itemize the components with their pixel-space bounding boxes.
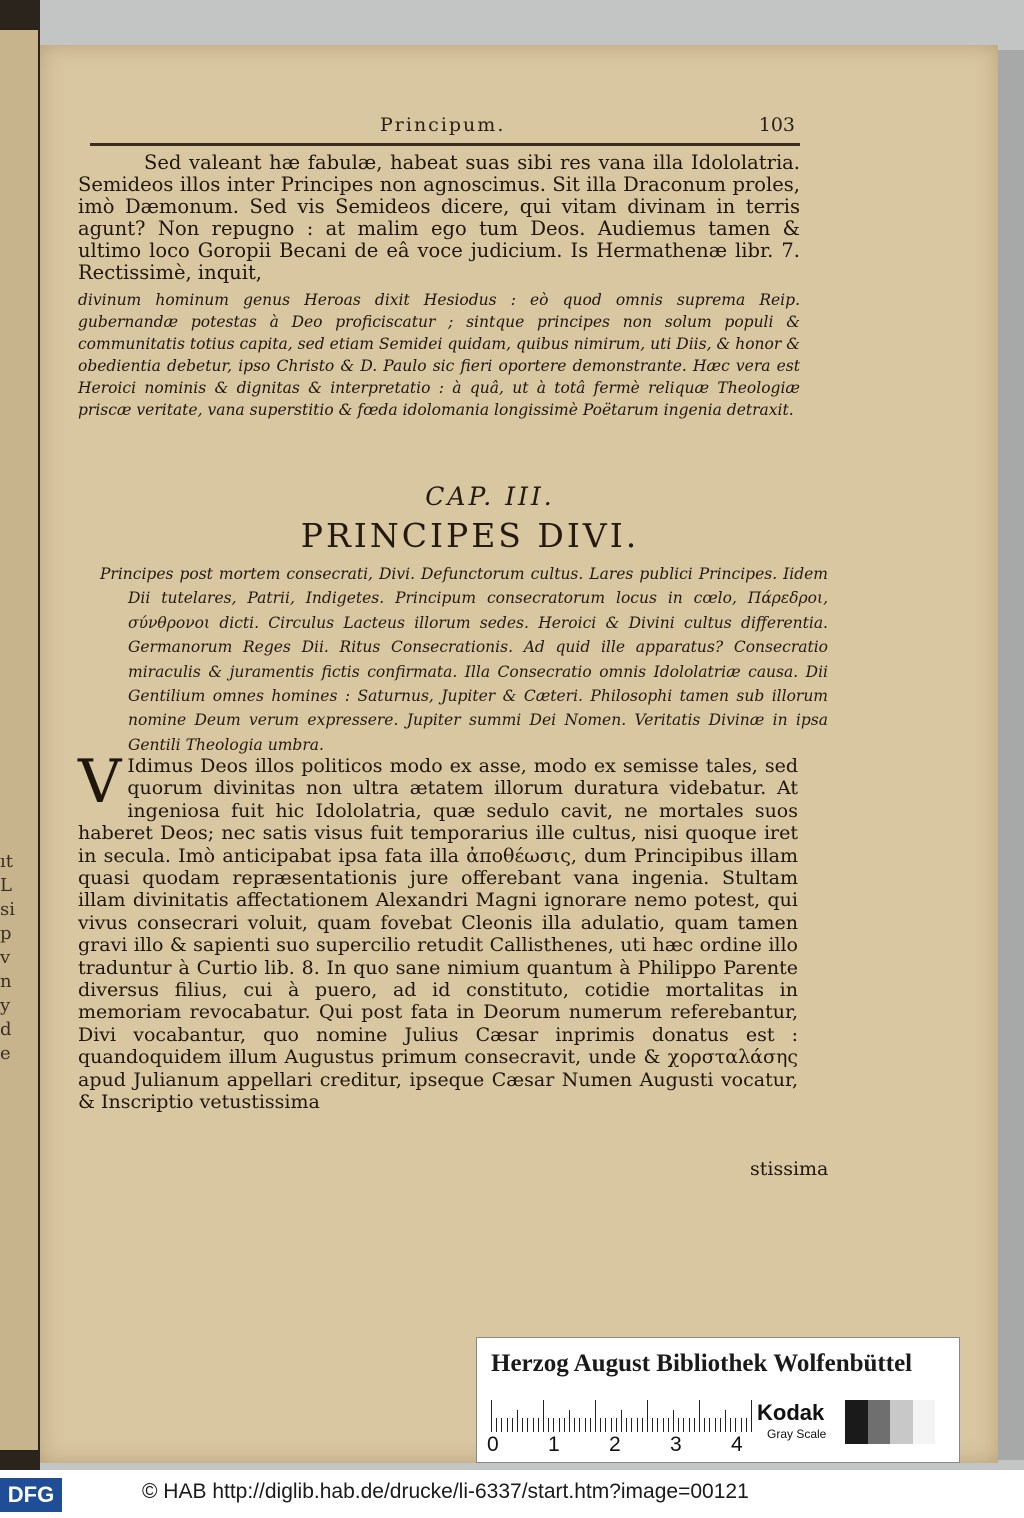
ruler-tick [621, 1410, 622, 1432]
ruler-tick [595, 1400, 596, 1432]
ruler-tick [616, 1418, 617, 1432]
ruler-tick [507, 1418, 508, 1432]
ruler-tick [637, 1418, 638, 1432]
color-calibration-bar [476, 1337, 960, 1463]
ruler-tick [709, 1418, 710, 1432]
ruler-tick [574, 1418, 575, 1432]
previous-page-text: ıt L si p v n y d e [0, 851, 15, 1064]
ruler-number: 2 [609, 1433, 621, 1456]
ruler-tick [741, 1418, 742, 1432]
footer [0, 1470, 1024, 1518]
ruler-tick [647, 1400, 648, 1432]
chapter-title: PRINCIPES DIVI. [300, 516, 640, 555]
main-text [78, 747, 798, 1114]
institution-name: Herzog August Bibliothek Wolfenbüttel [491, 1350, 913, 1377]
ruler-tick [751, 1400, 752, 1432]
ruler-tick [725, 1410, 726, 1432]
chapter-label: CAP. III. [425, 482, 555, 511]
ruler-tick [699, 1400, 700, 1432]
kodak-brand: Kodak [757, 1400, 825, 1425]
ruler-number: 0 [487, 1433, 499, 1456]
ruler-tick [652, 1418, 653, 1432]
running-head [90, 112, 795, 142]
ruler-tick [585, 1418, 586, 1432]
ruler-tick [668, 1418, 669, 1432]
gray-patch [845, 1400, 868, 1444]
ruler-tick [512, 1418, 513, 1432]
ruler-number: 1 [548, 1433, 560, 1456]
ruler-tick [631, 1418, 632, 1432]
ruler-tick [579, 1418, 580, 1432]
gray-patch [913, 1400, 936, 1444]
ruler [491, 1400, 751, 1432]
gray-patches [845, 1400, 935, 1444]
ruler-tick [491, 1400, 492, 1432]
gray-patch [890, 1400, 913, 1444]
ruler-tick [553, 1418, 554, 1432]
ruler-tick [600, 1418, 601, 1432]
copyright-link[interactable]: © HAB http://diglib.hab.de/drucke/li-6337/start.htm?image=00121 [142, 1480, 749, 1503]
catchword: stissima [750, 1158, 829, 1180]
page-number: 103 [758, 114, 795, 136]
ruler-tick [735, 1418, 736, 1432]
ruler-tick [694, 1418, 695, 1432]
paragraph-1: Sed valeant hæ fabulæ, habeat suas sibi res vana illa Idololatria. Semideos illos inter Principes non agnoscimus. Sit illa Draconum proles, imò Dæmonum. Sed vis Semideos dicere, qui vitam divinam in terris agunt? Non repugno : at malim ego tum Deos. Audiemus tamen & ultimo loco Goropii Becani de eâ voce judicium. Is Hermathenæ libr. 7. Rectissimè, inquit, [78, 151, 800, 285]
ruler-tick [543, 1400, 544, 1432]
ruler-tick [548, 1418, 549, 1432]
ruler-tick [564, 1418, 565, 1432]
page-shadow [998, 50, 1024, 1460]
main-text-body: Idimus Deos illos politicos modo ex asse, modo ex semisse tales, sed quorum divinitas non ultra ætatem illorum duratura videbatur. At ingeniosa fuit hic Idololatria, quæ sedulo cavit, ne mortales suos haberet Deos; nec satis visus fuit temporarius ille cultus, nisi quoque iret in secula. Imò anticipabat ipsa fata illa ἀποθέωσις, dum Principibus illam quasi quodam repræsentationis jure offerebant vana ingenia. Stultam illam divinitatis affectationem Alexandri Magni ignorare nemo potest, qui vivus consecrari voluit, quam fovebat Cleonis illa adulatio, quam tamen gravi illo & sapienti suo supercilio retudit Callisthenes, uti hæc ordine illo traduntur à Curtio lib. 8. In quo sane nimium quantum à Philippo Parente diversus filius, cui à puero, ad id constituto, cotidie mortalitas in memoriam revocabatur. Qui post fata in Deorum numerum referebantur, Divi vocabantur, quo nomine Julius Cæsar inprimis donatus est : quandoquidem illum Augustus primum consecravit, unde & χορσταλάσης apud Julianum appellari creditur, ipseque Cæsar Numen Augusti vocatur, & Inscriptio vetustissima [78, 755, 798, 1114]
ruler-tick [678, 1418, 679, 1432]
ruler-tick [673, 1410, 674, 1432]
ruler-tick [657, 1418, 658, 1432]
ruler-tick [704, 1418, 705, 1432]
ruler-tick [559, 1418, 560, 1432]
ruler-tick [642, 1418, 643, 1432]
ruler-tick [605, 1418, 606, 1432]
ruler-tick [746, 1418, 747, 1432]
ruler-number: 4 [731, 1433, 743, 1456]
ruler-tick [689, 1418, 690, 1432]
previous-page-edge [0, 30, 38, 1450]
ruler-tick [496, 1418, 497, 1432]
drop-cap: V [78, 747, 122, 817]
ruler-tick [626, 1418, 627, 1432]
dfg-logo: DFG [0, 1478, 62, 1512]
ruler-tick [569, 1410, 570, 1432]
header-rule [90, 143, 800, 146]
ruler-tick [533, 1418, 534, 1432]
paragraph-1-quotation: divinum hominum genus Heroas dixit Hesiodus : eò quod omnis suprema Reip. gubernandæ potestas à Deo proficiscatur ; sintque principes non solum populi & communitatis totius capita, sed etiam Semidei quidam, quibus nimirum, uti Diis, & honor & obedientia debetur, ipso Christo & D. Paulo sic fieri oportere demonstrante. Hæc vera est Heroici nominis & dignitas & interpretatio : à quâ, ut à totâ fermè reliquæ Theologiæ priscæ veritate, vana superstitio & fœda idolomania longissimè Poëtarum ingenia detraxit. [78, 291, 800, 420]
ruler-tick [590, 1418, 591, 1432]
ruler-tick [730, 1418, 731, 1432]
ruler-numbers [487, 1433, 757, 1457]
ruler-tick [501, 1418, 502, 1432]
ruler-tick [715, 1418, 716, 1432]
chapter-summary: Principes post mortem consecrati, Divi. Defunctorum cultus. Lares publici Principes. Iidem Dii tutelares, Patrii, Indigetes. Principum consecratorum locus in cœlo, Πάρεδροι, σύνθρονοι dicti. Circulus Lacteus illorum sedes. Heroici & Divini cultus differentia. Germanorum Reges Dii. Ritus Consecrationis. Ad quid ille apparatus? Consecratio miraculis & juramentis fictis confirmata. Illa Consecratio omnis Idololatriæ causa. Dii Gentilium omnes homines : Saturnus, Jupiter & Cæteri. Philosophi tamen sub illorum nomine Deum verum expressere. Jupiter summi Dei Nomen. Veritatis Divinæ in ipsa Gentili Theologia umbra. [100, 565, 828, 754]
ruler-tick [683, 1418, 684, 1432]
ruler-tick [522, 1418, 523, 1432]
running-title: Principum. [380, 114, 506, 136]
ruler-tick [611, 1418, 612, 1432]
ruler-tick [663, 1418, 664, 1432]
ruler-tick [517, 1410, 518, 1432]
ruler-number: 3 [670, 1433, 682, 1456]
gray-patch [868, 1400, 891, 1444]
ruler-tick [538, 1418, 539, 1432]
ruler-tick [527, 1418, 528, 1432]
gray-scale-label: Gray Scale [767, 1427, 827, 1441]
ruler-tick [720, 1418, 721, 1432]
